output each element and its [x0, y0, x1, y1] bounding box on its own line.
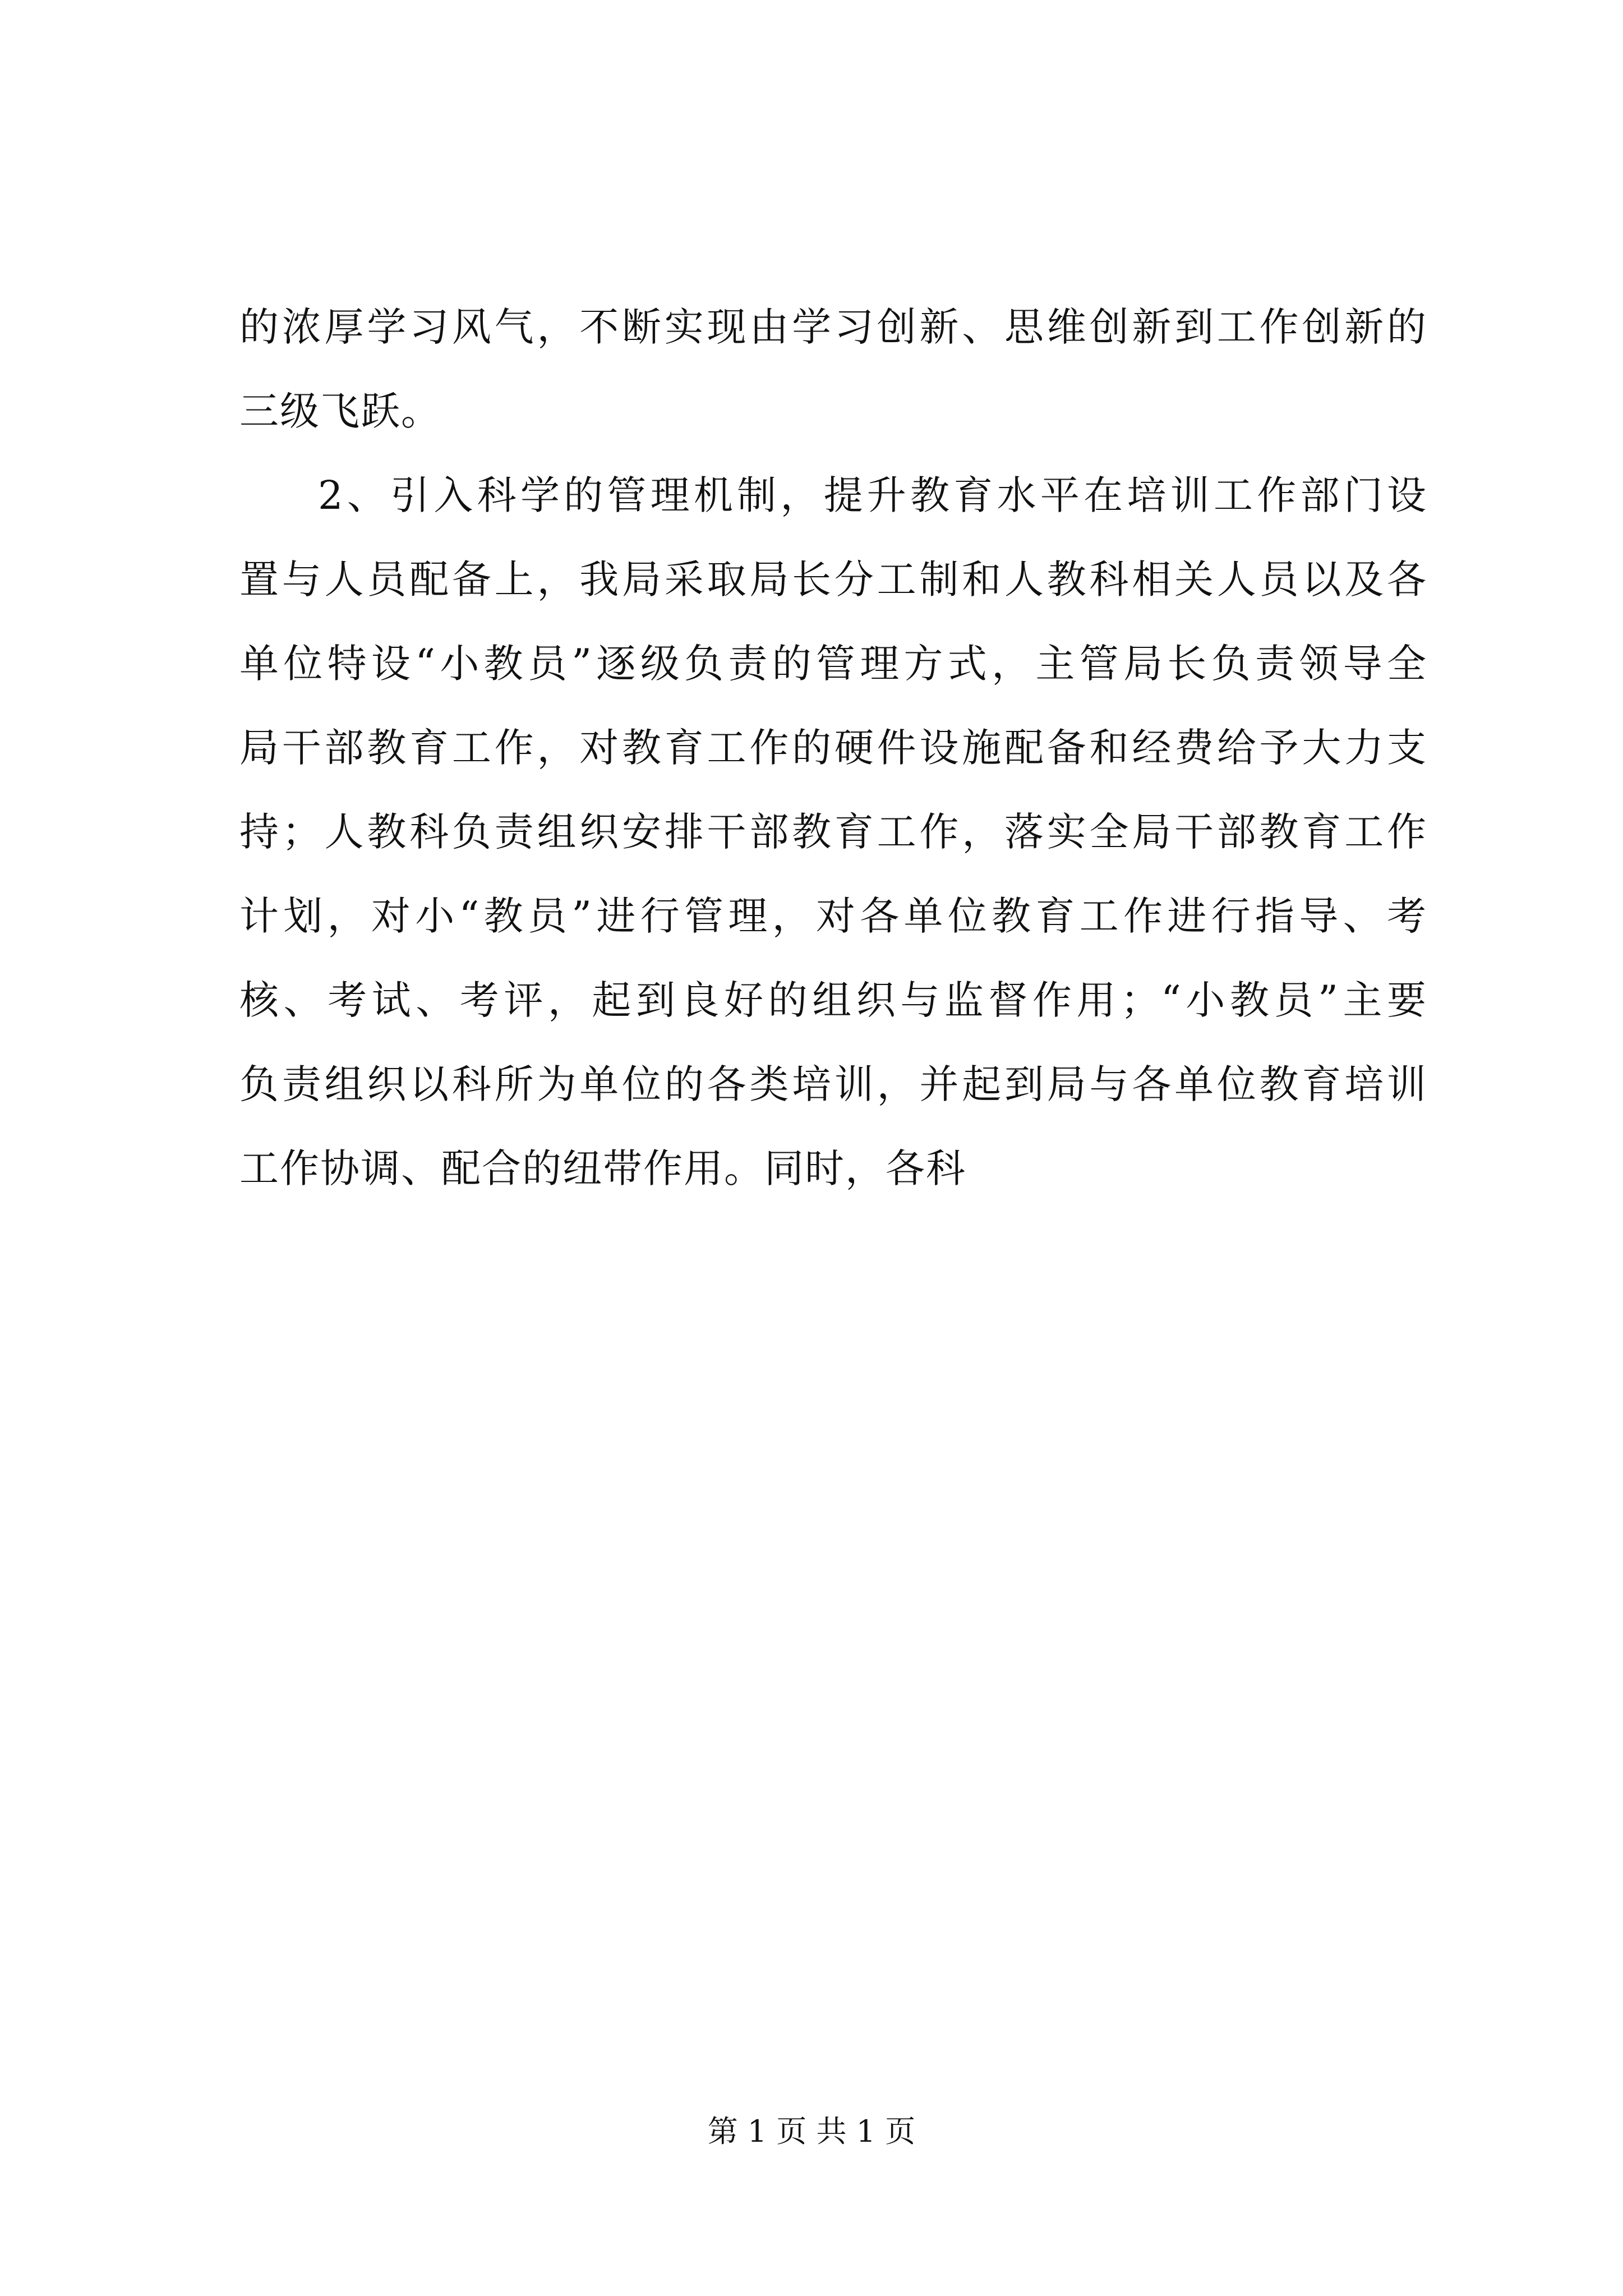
- text-line: 计划，对小“教员”进行管理，对各单位教育工作进行指导、考: [239, 893, 1427, 939]
- paragraph-start-line: 2、引入科学的管理机制，提升教育水平在培训工作部门设: [318, 472, 1427, 518]
- text-line: 持；人教科负责组织安排干部教育工作，落实全局干部教育工作: [239, 809, 1427, 855]
- text-line: 的浓厚学习风气，不断实现由学习创新、思维创新到工作创新的: [239, 304, 1427, 350]
- text-line: 核、考试、考评，起到良好的组织与监督作用；“小教员”主要: [239, 977, 1427, 1023]
- text-line: 置与人员配备上，我局采取局长分工制和人教科相关人员以及各: [239, 556, 1427, 602]
- text-line: 三级飞跃。: [239, 388, 441, 434]
- text-line: 工作协调、配合的纽带作用。同时，各科: [239, 1145, 966, 1191]
- page-number-footer: 第 1 页 共 1 页: [707, 2114, 916, 2149]
- text-line: 负责组织以科所为单位的各类培训，并起到局与各单位教育培训: [239, 1061, 1427, 1107]
- text-line: 局干部教育工作，对教育工作的硬件设施配备和经费给予大力支: [239, 725, 1427, 771]
- text-line: 单位特设“小教员”逐级负责的管理方式，主管局长负责领导全: [239, 641, 1427, 687]
